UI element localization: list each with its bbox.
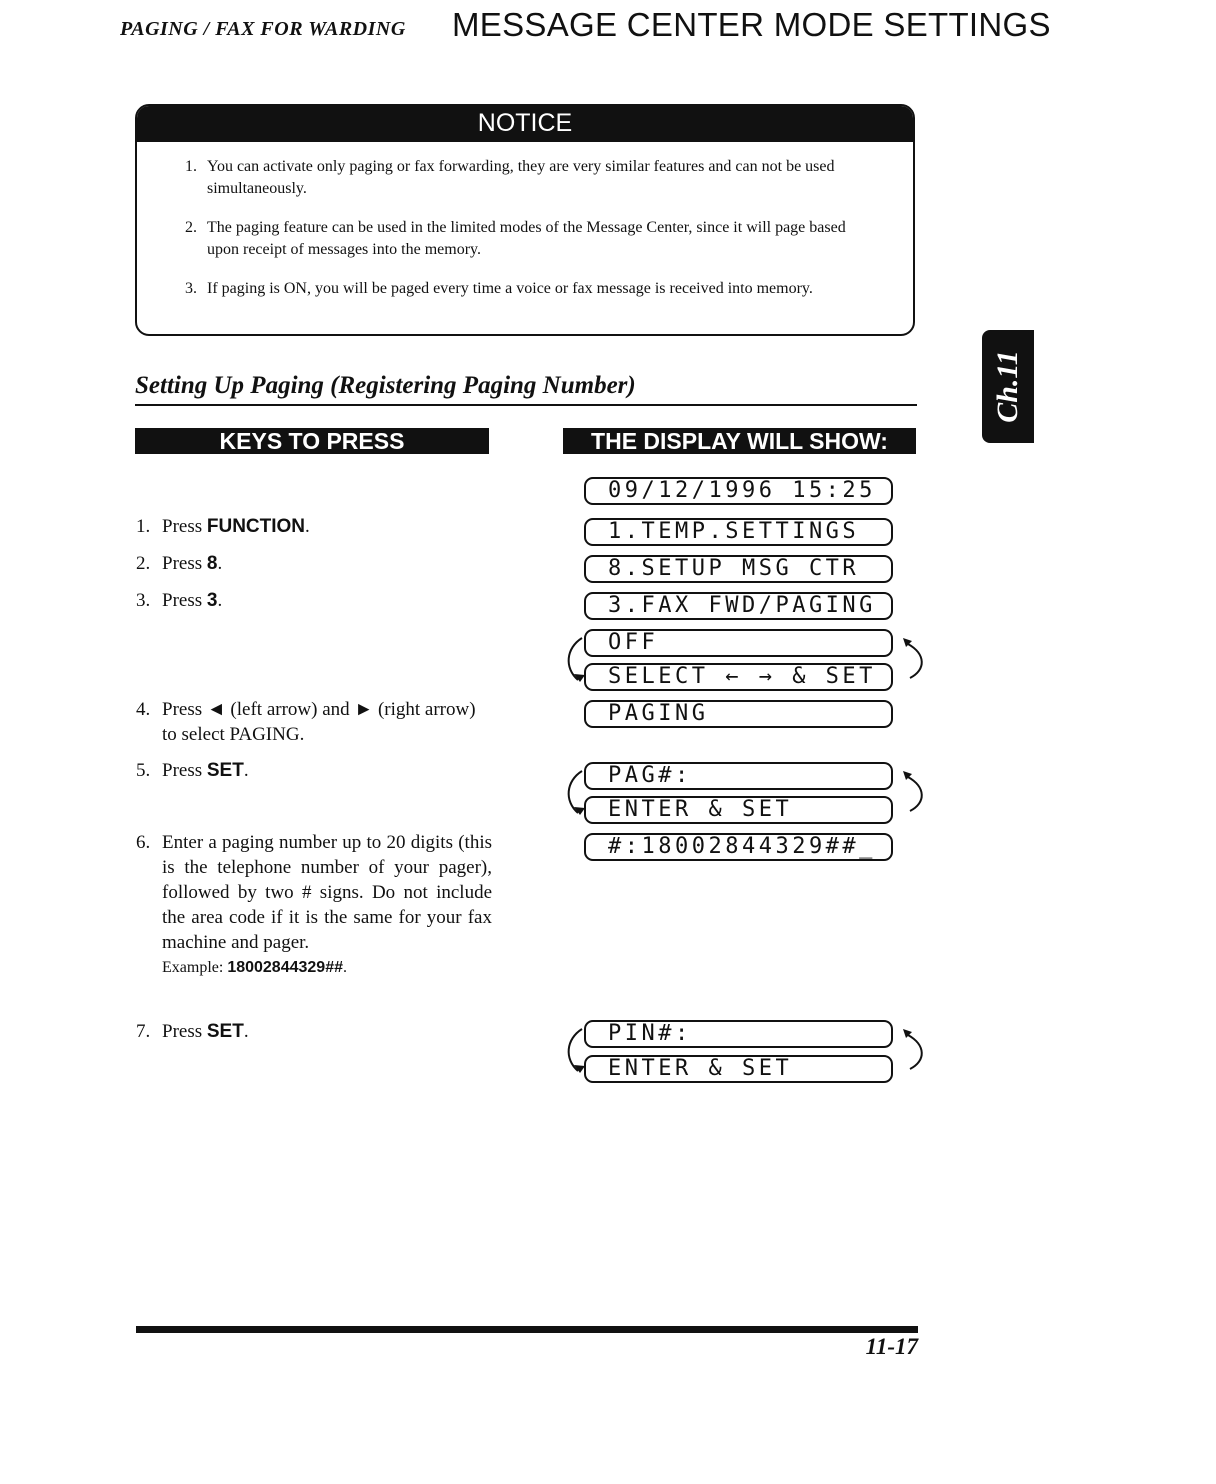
step-number: 6. [136,832,151,853]
page-title: MESSAGE CENTER MODE SETTINGS [452,6,1051,43]
notice-box [135,104,915,336]
step-key: SET [206,760,244,781]
step-text-post: . [305,516,310,537]
step-key: 8 [206,553,218,574]
lcd-display: ENTER & SET [584,796,893,824]
step-number: 4. [136,699,151,720]
keys-header: KEYS TO PRESS [219,428,405,454]
lcd-display: PIN#: [584,1020,893,1048]
step-text-pre: Press [162,590,207,611]
lcd-display: PAG#: [584,762,893,790]
example-label: Example: [162,959,228,976]
notice-item-number: 3. [185,280,197,297]
notice-item-text: If paging is ON, you will be paged every time a voice or fax message is received into memory. [207,280,813,297]
example-line [162,955,492,980]
step-number: 3. [136,590,151,611]
step-text-pre: Press [162,760,207,781]
chapter-tab [982,330,1034,443]
step-text-post: . [243,760,249,781]
step-number: 7. [136,1021,151,1042]
step-number: 2. [136,553,151,574]
step-text [162,1019,492,1044]
lcd-display: #:18002844329##_ [584,833,893,861]
lcd-display: PAGING [584,700,893,728]
lcd-display: 09/12/1996 15:25 [584,477,893,505]
notice-item [175,278,875,300]
notice-title: NOTICE [477,109,573,137]
notice-item-number: 2. [185,219,197,236]
header-section-label: PAGING / FAX FOR WARDING [120,18,406,40]
left-cycle-arrow-icon [569,638,582,680]
step-text [162,588,492,613]
step-key: FUNCTION [206,516,306,537]
notice-item-number: 1. [185,158,197,175]
step-text: Press ◄ (left arrow) and ► (right arrow) to select PAGING. [162,699,476,745]
step-text-post: . [243,1021,249,1042]
step-key: SET [206,1021,244,1042]
step-text-block [162,830,492,980]
step-text: Enter a paging number up to 20 digits (this is the telephone number of your pager), followed by two # signs. Do not include the area code if it is the same for your fax machine and pager. [162,832,492,953]
step-text [162,514,492,539]
step-text-post: . [217,590,223,611]
left-cycle-arrow-icon [569,771,582,813]
step-text [162,758,492,783]
footer-rule [136,1326,918,1333]
lcd-display: ENTER & SET [584,1055,893,1083]
right-cycle-arrow-icon [908,644,922,678]
step-text [162,551,492,576]
example-post: . [343,959,347,976]
step-text-post: . [217,553,223,574]
right-cycle-arrow-icon [908,777,922,811]
alternating-display-arrows [560,630,932,692]
right-cycle-arrow-icon [908,1035,922,1069]
step-number: 5. [136,760,151,781]
section-title: Setting Up Paging (Registering Paging Number) [135,372,636,399]
example-value: 18002844329## [227,959,343,976]
notice-list [175,156,875,317]
step-text-pre: Press [162,1021,207,1042]
lcd-display: SELECT ← → & SET [584,663,893,691]
notice-item [175,156,875,200]
alternating-display-arrows [560,763,932,825]
notice-item-text: You can activate only paging or fax forwarding, they are very similar features and can not be used simultaneously. [207,158,835,197]
lcd-display: 8.SETUP MSG CTR [584,555,893,583]
lcd-display: 3.FAX FWD/PAGING [584,592,893,620]
page-number: 11-17 [865,1334,918,1359]
section-divider [135,404,917,406]
step-text-pre: Press [162,516,207,537]
step-key: 3 [206,590,218,611]
left-cycle-arrow-icon [569,1029,582,1071]
display-header: THE DISPLAY WILL SHOW: [591,428,888,454]
alternating-display-arrows [560,1021,932,1083]
step-number: 1. [136,516,151,537]
lcd-display: 1.TEMP.SETTINGS [584,518,893,546]
step-text-pre: Press [162,553,207,574]
chapter-tab-label: Ch.11 [991,350,1024,423]
notice-item [175,217,875,261]
notice-item-text: The paging feature can be used in the limited modes of the Message Center, since it will page based upon receipt of messages into the memory. [207,219,846,258]
lcd-display: OFF [584,629,893,657]
